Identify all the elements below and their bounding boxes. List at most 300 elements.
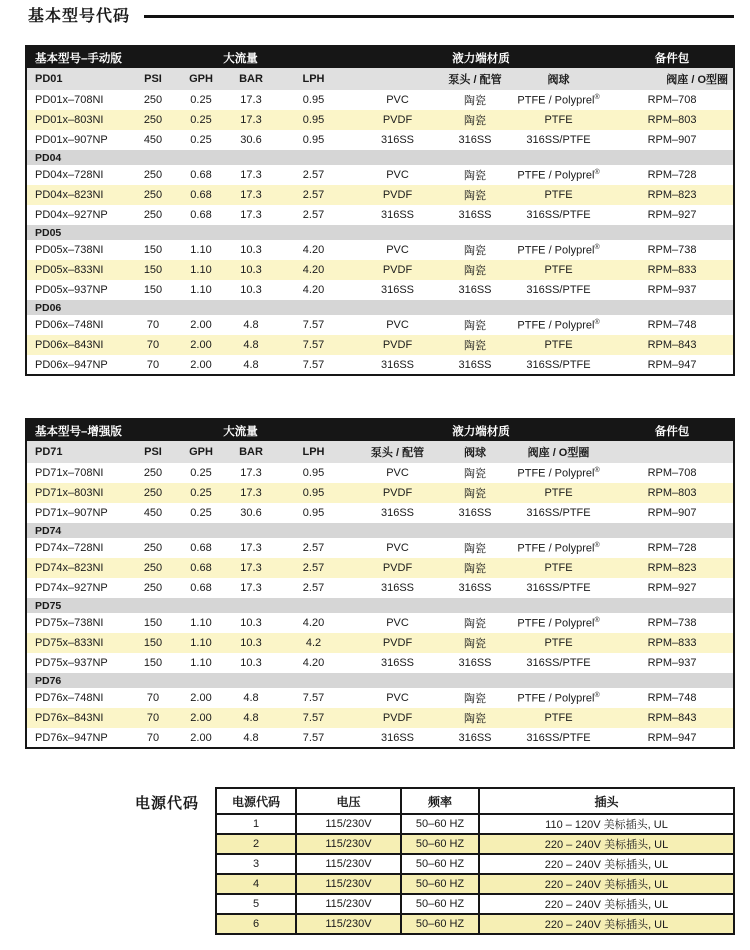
value-cell: 2.00 [190, 358, 212, 371]
value-cell: 陶瓷 [464, 340, 486, 352]
value-cell: 150 [143, 244, 163, 256]
value-cell: 陶瓷 [464, 693, 486, 705]
value-cell: 1.10 [190, 657, 212, 669]
value-cell: 70 [146, 339, 160, 351]
model-cell: PD71x–708NI [35, 467, 104, 479]
model-table-body [26, 46, 734, 375]
value-cell: RPM–937 [647, 284, 697, 296]
model-cell: PD76x–843NI [35, 712, 104, 724]
group-flow-cell: 大流量 [223, 52, 258, 65]
table-row [26, 315, 734, 335]
value-cell: 0.68 [190, 542, 212, 554]
power-value-cell: 50–60 HZ [401, 814, 479, 834]
value-cell: 0.95 [302, 134, 325, 146]
column-header-row [26, 441, 734, 463]
table-row [26, 613, 734, 633]
power-value-cell: 110 – 120V 美标插头, UL [479, 814, 734, 834]
value-cell: 2.00 [190, 692, 212, 704]
value-cell: 150 [143, 637, 163, 649]
value-cell: 4.20 [302, 284, 325, 296]
column-header-cell: 阀球 [464, 447, 486, 459]
column-header-cell: GPH [189, 446, 213, 458]
model-cell: PD76x–748NI [35, 692, 104, 704]
power-value-cell: 115/230V [296, 834, 401, 854]
value-cell: RPM–843 [647, 339, 697, 351]
power-value-cell: 50–60 HZ [401, 834, 479, 854]
value-cell: PTFE / Polyprel® [517, 243, 600, 257]
value-cell: 150 [143, 284, 163, 296]
power-code-cell: 5 [216, 894, 296, 914]
column-header-cell: LPH [302, 73, 325, 85]
power-value-cell: 50–60 HZ [401, 914, 479, 934]
value-cell: 316SS [380, 657, 415, 669]
value-cell: 17.3 [240, 542, 262, 554]
section-row [26, 523, 734, 538]
value-cell: 4.20 [302, 617, 325, 629]
value-cell: PVDF [382, 637, 413, 649]
table-row [26, 688, 734, 708]
value-cell: PTFE / Polyprel® [517, 541, 600, 555]
power-header-plug: 插头 [479, 788, 734, 814]
table-row [26, 130, 734, 150]
value-cell: 7.57 [302, 339, 325, 351]
power-code-cell: 3 [216, 854, 296, 874]
table-row [26, 483, 734, 503]
power-code-cell: 2 [216, 834, 296, 854]
value-cell: RPM–728 [647, 169, 697, 181]
value-cell: 0.68 [190, 169, 212, 181]
value-cell: 4.8 [243, 712, 259, 724]
column-header-cell: 阀座 / O型圈 [666, 74, 729, 86]
power-value-cell: 50–60 HZ [401, 894, 479, 914]
column-header-cell: LPH [302, 446, 325, 458]
power-value-cell: 115/230V [296, 914, 401, 934]
model-cell: PD04x–728NI [35, 169, 104, 181]
model-cell: PD06x–947NP [35, 358, 108, 371]
value-cell: RPM–843 [647, 712, 697, 724]
power-value-cell: 115/230V [296, 814, 401, 834]
table-row [26, 260, 734, 280]
model-cell: PD76x–947NP [35, 731, 108, 744]
section-row [26, 150, 734, 165]
table-row [26, 185, 734, 205]
value-cell: PTFE [544, 264, 573, 276]
value-cell: 10.3 [240, 244, 262, 256]
value-cell: 0.95 [302, 487, 325, 499]
value-cell: 316SS [380, 731, 415, 744]
power-table-row [216, 894, 734, 914]
value-cell: 1.10 [190, 617, 212, 629]
value-cell: 250 [143, 169, 163, 181]
value-cell: 316SS [458, 134, 492, 146]
table-row [26, 463, 734, 483]
section-label: PD04 [35, 151, 62, 164]
group-material-cell: 液力端材质 [452, 425, 510, 438]
column-header-cell: 阀球 [547, 74, 570, 86]
value-cell: 4.8 [243, 731, 259, 744]
value-cell: RPM–823 [647, 562, 697, 574]
model-table-enhanced [25, 418, 735, 749]
power-code-cell: 1 [216, 814, 296, 834]
column-header-row [26, 68, 734, 90]
value-cell: 4.2 [305, 637, 322, 649]
table-row [26, 165, 734, 185]
value-cell: RPM–937 [647, 657, 697, 669]
column-header-cell: PD01 [35, 73, 63, 85]
value-cell: 70 [146, 712, 160, 724]
value-cell: PVC [386, 319, 409, 331]
value-cell: PVC [386, 617, 409, 629]
value-cell: RPM–907 [647, 507, 697, 519]
model-cell: PD01x–907NP [35, 134, 108, 146]
model-cell: PD06x–748NI [35, 319, 104, 331]
value-cell: 0.25 [190, 507, 212, 519]
table-row [26, 633, 734, 653]
value-cell: 陶瓷 [464, 468, 486, 480]
model-cell: PD05x–738NI [35, 244, 104, 256]
power-value-cell: 220 – 240V 美标插头, UL [479, 914, 734, 934]
value-cell: 316SS/PTFE [526, 284, 591, 296]
value-cell: 316SS [458, 507, 492, 519]
value-cell: 150 [143, 657, 163, 669]
column-header-cell: BAR [239, 446, 263, 458]
value-cell: 0.68 [190, 562, 212, 574]
power-table-body [216, 814, 734, 934]
value-cell: 250 [143, 542, 163, 554]
value-cell: 7.57 [302, 712, 325, 724]
power-table-row [216, 854, 734, 874]
value-cell: PVC [386, 244, 409, 256]
section-label: PD76 [35, 674, 62, 687]
value-cell: 4.20 [302, 264, 325, 276]
table-row [26, 90, 734, 110]
value-cell: PTFE [544, 637, 573, 649]
value-cell: RPM–947 [647, 358, 697, 371]
table-row [26, 280, 734, 300]
value-cell: 250 [143, 562, 163, 574]
value-cell: 150 [143, 617, 163, 629]
value-cell: 1.10 [190, 244, 212, 256]
value-cell: 316SS/PTFE [526, 134, 591, 146]
value-cell: 250 [143, 209, 163, 221]
value-cell: 30.6 [240, 134, 262, 146]
value-cell: PTFE [544, 114, 573, 126]
power-value-cell: 115/230V [296, 854, 401, 874]
value-cell: 2.00 [190, 319, 212, 331]
power-table-row [216, 914, 734, 934]
model-cell: PD71x–907NP [35, 507, 108, 519]
column-header-cell: 泵头 / 配管 [370, 447, 425, 459]
table-row [26, 240, 734, 260]
value-cell: 10.3 [240, 264, 262, 276]
value-cell: PVC [386, 692, 409, 704]
table-group-header-row [26, 46, 734, 68]
section-row [26, 598, 734, 613]
page-title: 基本型号代码 [28, 8, 131, 25]
value-cell: 316SS [458, 358, 492, 371]
power-value-cell: 220 – 240V 美标插头, UL [479, 854, 734, 874]
model-cell: PD74x–728NI [35, 542, 104, 554]
value-cell: PTFE / Polyprel® [517, 168, 600, 182]
value-cell: 17.3 [240, 467, 262, 479]
value-cell: 316SS/PTFE [526, 657, 591, 669]
model-cell: PD04x–823NI [35, 189, 104, 201]
value-cell: 7.57 [302, 319, 325, 331]
value-cell: RPM–738 [647, 244, 697, 256]
value-cell: 7.57 [302, 692, 325, 704]
power-value-cell: 115/230V [296, 874, 401, 894]
value-cell: 316SS/PTFE [526, 582, 591, 594]
section-row [26, 225, 734, 240]
value-cell: 4.8 [243, 319, 259, 331]
value-cell: 17.3 [240, 582, 262, 594]
value-cell: PTFE [544, 339, 573, 351]
column-header-cell [611, 441, 734, 463]
value-cell: 陶瓷 [464, 265, 486, 277]
column-header-cell: 阀座 / O型圈 [527, 447, 590, 459]
power-value-cell: 220 – 240V 美标插头, UL [479, 874, 734, 894]
model-cell: PD06x–843NI [35, 339, 104, 351]
value-cell: 17.3 [240, 169, 262, 181]
value-cell: 陶瓷 [464, 320, 486, 332]
value-cell: PTFE / Polyprel® [517, 93, 600, 107]
value-cell: 250 [143, 467, 163, 479]
value-cell: 0.25 [190, 487, 212, 499]
value-cell: PTFE / Polyprel® [517, 691, 600, 705]
value-cell: 316SS/PTFE [526, 507, 591, 519]
value-cell: 陶瓷 [464, 563, 486, 575]
value-cell: 316SS/PTFE [526, 358, 591, 371]
power-table-row [216, 814, 734, 834]
value-cell: 0.95 [302, 114, 325, 126]
model-cell: PD75x–738NI [35, 617, 104, 629]
value-cell: 4.8 [243, 339, 259, 351]
value-cell: 17.3 [240, 209, 262, 221]
value-cell: RPM–748 [647, 692, 697, 704]
value-cell: 450 [143, 507, 163, 519]
value-cell: RPM–907 [647, 134, 697, 146]
value-cell: RPM–833 [647, 264, 697, 276]
table-group-header-row [26, 419, 734, 441]
model-cell: PD01x–803NI [35, 114, 104, 126]
column-header-cell [351, 68, 444, 90]
value-cell: PVC [386, 94, 409, 106]
section-label: PD06 [35, 301, 62, 314]
value-cell: 陶瓷 [464, 713, 486, 725]
value-cell: 10.3 [240, 637, 262, 649]
model-cell: PD75x–937NP [35, 657, 108, 669]
value-cell: 316SS [458, 582, 492, 594]
value-cell: 4.20 [302, 244, 325, 256]
value-cell: 30.6 [240, 507, 262, 519]
value-cell: 17.3 [240, 487, 262, 499]
value-cell: PTFE / Polyprel® [517, 616, 600, 630]
power-header-code: 电源代码 [216, 788, 296, 814]
value-cell: 陶瓷 [464, 170, 486, 182]
value-cell: 陶瓷 [464, 95, 486, 107]
value-cell: 316SS [380, 358, 415, 371]
value-cell: PVC [386, 169, 409, 181]
value-cell: 17.3 [240, 562, 262, 574]
value-cell: RPM–708 [647, 467, 697, 479]
power-header-row [216, 788, 734, 814]
power-table-row [216, 874, 734, 894]
value-cell: PVDF [382, 114, 413, 126]
value-cell: 2.57 [302, 562, 325, 574]
value-cell: PTFE [544, 712, 573, 724]
value-cell: 316SS/PTFE [526, 731, 591, 744]
model-cell: PD04x–927NP [35, 209, 108, 221]
group-flow-cell: 大流量 [223, 425, 258, 438]
value-cell: RPM–927 [647, 582, 697, 594]
value-cell: 2.57 [302, 582, 325, 594]
value-cell: 10.3 [240, 617, 262, 629]
value-cell: PVDF [382, 712, 413, 724]
column-header-cell: PD71 [35, 446, 63, 458]
value-cell: 1.10 [190, 284, 212, 296]
value-cell: 陶瓷 [464, 190, 486, 202]
value-cell: 4.8 [243, 358, 259, 371]
value-cell: 0.68 [190, 582, 212, 594]
value-cell: 2.00 [190, 712, 212, 724]
value-cell: 316SS/PTFE [526, 209, 591, 221]
page-title-bar [28, 3, 734, 26]
value-cell: 450 [143, 134, 163, 146]
value-cell: 316SS [380, 209, 415, 221]
value-cell: 2.00 [190, 731, 212, 744]
value-cell: PVDF [382, 189, 413, 201]
value-cell: 316SS [380, 134, 415, 146]
value-cell: RPM–738 [647, 617, 697, 629]
value-cell: 316SS [380, 284, 415, 296]
table-row [26, 653, 734, 673]
value-cell: 17.3 [240, 114, 262, 126]
value-cell: PTFE / Polyprel® [517, 466, 600, 480]
column-header-cell: 泵头 / 配管 [448, 74, 502, 86]
value-cell: 2.57 [302, 169, 325, 181]
value-cell: RPM–823 [647, 189, 697, 201]
power-code-cell: 6 [216, 914, 296, 934]
value-cell: 316SS [380, 582, 415, 594]
value-cell: 0.68 [190, 209, 212, 221]
group-kit-cell: 备件包 [654, 425, 690, 438]
value-cell: RPM–803 [647, 487, 697, 499]
value-cell: 250 [143, 487, 163, 499]
value-cell: 70 [146, 319, 160, 331]
value-cell: RPM–728 [647, 542, 697, 554]
value-cell: 70 [146, 692, 160, 704]
value-cell: 4.8 [243, 692, 259, 704]
value-cell: PVC [386, 467, 409, 479]
value-cell: 316SS [458, 657, 492, 669]
value-cell: 陶瓷 [464, 488, 486, 500]
value-cell: 316SS [380, 507, 415, 519]
group-title-cell: 基本型号–增强版 [35, 425, 122, 438]
power-value-cell: 50–60 HZ [401, 874, 479, 894]
table-row [26, 503, 734, 523]
power-value-cell: 220 – 240V 美标插头, UL [479, 834, 734, 854]
value-cell: RPM–803 [647, 114, 697, 126]
value-cell: 陶瓷 [464, 618, 486, 630]
table-row [26, 578, 734, 598]
value-cell: 4.20 [302, 657, 325, 669]
value-cell: RPM–748 [647, 319, 697, 331]
power-table-row [216, 834, 734, 854]
value-cell: 17.3 [240, 94, 262, 106]
value-cell: 70 [146, 358, 160, 371]
value-cell: 250 [143, 94, 163, 106]
model-cell: PD05x–937NP [35, 284, 108, 296]
value-cell: 17.3 [240, 189, 262, 201]
value-cell: 10.3 [240, 657, 262, 669]
value-cell: 0.95 [302, 507, 325, 519]
value-cell: 陶瓷 [464, 543, 486, 555]
power-header-voltage: 电压 [296, 788, 401, 814]
value-cell: RPM–833 [647, 637, 697, 649]
power-value-cell: 115/230V [296, 894, 401, 914]
power-value-cell: 50–60 HZ [401, 854, 479, 874]
value-cell: 陶瓷 [464, 245, 486, 257]
value-cell: 250 [143, 114, 163, 126]
value-cell: 陶瓷 [464, 638, 486, 650]
column-header-cell: PSI [144, 73, 162, 85]
value-cell: 316SS [458, 209, 492, 221]
section-row [26, 300, 734, 315]
column-header-cell: BAR [239, 73, 263, 85]
value-cell: 250 [143, 189, 163, 201]
group-kit-cell: 备件包 [654, 52, 690, 65]
value-cell: 2.57 [302, 542, 325, 554]
value-cell: RPM–927 [647, 209, 697, 221]
table-row [26, 728, 734, 748]
title-rule [144, 15, 734, 18]
value-cell: 2.00 [190, 339, 212, 351]
column-header-cell: PSI [144, 446, 162, 458]
group-title-cell: 基本型号–手动版 [35, 52, 122, 65]
value-cell: 1.10 [190, 637, 212, 649]
value-cell: 10.3 [240, 284, 262, 296]
value-cell: 150 [143, 264, 163, 276]
value-cell: 0.25 [190, 467, 212, 479]
value-cell: 316SS [458, 284, 492, 296]
model-cell: PD71x–803NI [35, 487, 104, 499]
value-cell: 0.25 [190, 134, 212, 146]
section-label: PD74 [35, 524, 62, 537]
model-cell: PD74x–927NP [35, 582, 108, 594]
value-cell: RPM–708 [647, 94, 697, 106]
model-cell: PD05x–833NI [35, 264, 104, 276]
column-header-cell: GPH [189, 73, 213, 85]
section-row [26, 673, 734, 688]
model-table-body [26, 419, 734, 748]
value-cell: PVDF [382, 264, 413, 276]
value-cell: 7.57 [302, 358, 325, 371]
value-cell: 250 [143, 582, 163, 594]
power-code-table [215, 787, 735, 935]
value-cell: PVC [386, 542, 409, 554]
value-cell: 0.95 [302, 94, 325, 106]
power-section-label: 电源代码 [135, 795, 200, 812]
group-material-cell: 液力端材质 [452, 52, 510, 65]
table-row [26, 558, 734, 578]
value-cell: 2.57 [302, 209, 325, 221]
value-cell: 316SS [458, 731, 492, 744]
model-cell: PD01x–708NI [35, 94, 104, 106]
value-cell: 70 [146, 731, 160, 744]
value-cell: PVDF [382, 339, 413, 351]
table-row [26, 110, 734, 130]
table-row [26, 335, 734, 355]
